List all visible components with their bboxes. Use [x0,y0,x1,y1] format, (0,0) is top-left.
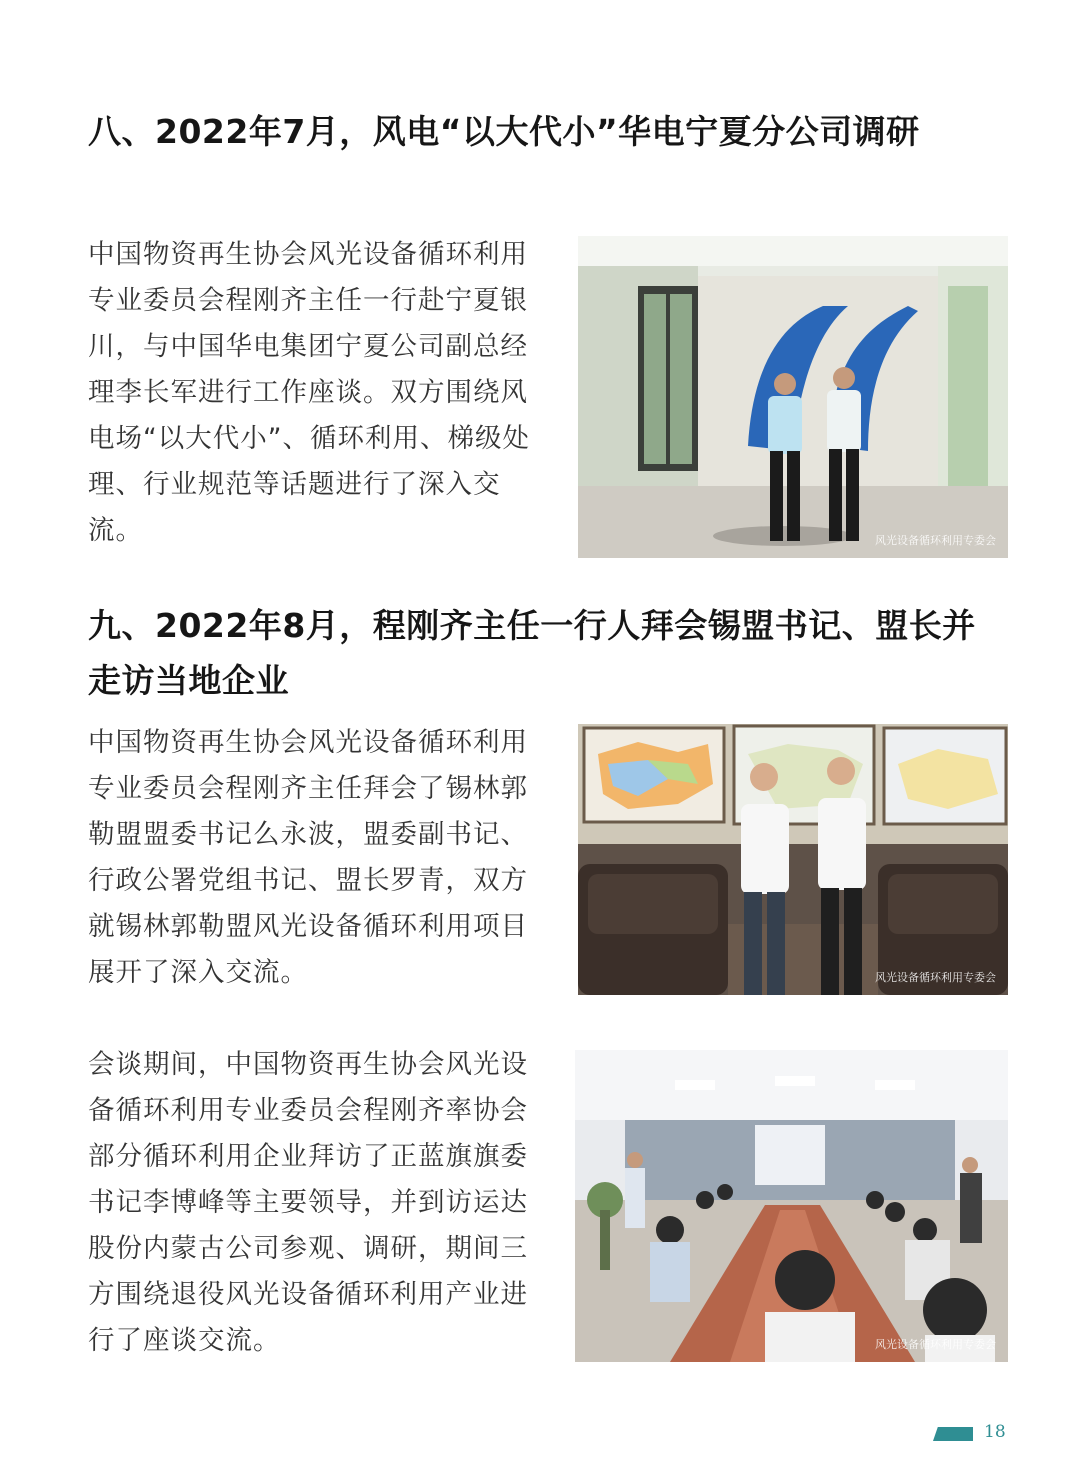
section-8-paragraph: 中国物资再生协会风光设备循环利用专业委员会程刚齐主任一行赴宁夏银川，与中国华电集团宁夏公司副总经理李长军进行工作座谈。双方围绕风电场“以大代小”、循环利用、梯级处理、行业规范等话题进行了深入交流。 [88,239,530,546]
photo-watermark: 风光设备循环利用专委会 [875,1338,996,1351]
photo-watermark: 风光设备循环利用专委会 [875,534,996,547]
photo-xilin-meeting [578,724,1008,995]
section-9-heading: 九、2022年8月，程刚齐主任一行人拜会锡盟书记、盟长并走访当地企业 [88,606,976,700]
section-9-paragraph-2: 会谈期间，中国物资再生协会风光设备循环利用专业委员会程刚齐率协会部分循环利用企业拜访了正蓝旗旗委书记李博峰等主要领导，并到访运达股份内蒙古公司参观、调研，期间三方围绕退役风光设备循环利用产业进行了座谈交流。 [88,1049,528,1356]
photo-huadian-visit [578,236,1008,558]
footer-accent-bar [933,1427,973,1441]
photo-conference-room [575,1050,1008,1362]
section-8-heading: 八、2022年7月，风电“以大代小”华电宁夏分公司调研 [88,112,920,151]
photo-watermark: 风光设备循环利用专委会 [875,971,996,984]
page-number: 18 [984,1422,1006,1442]
section-9-paragraph-1: 中国物资再生协会风光设备循环利用专业委员会程刚齐主任拜会了锡林郭勒盟盟委书记么永波，盟委副书记、行政公署党组书记、盟长罗青，双方就锡林郭勒盟风光设备循环利用项目展开了深入交流。 [88,727,528,988]
